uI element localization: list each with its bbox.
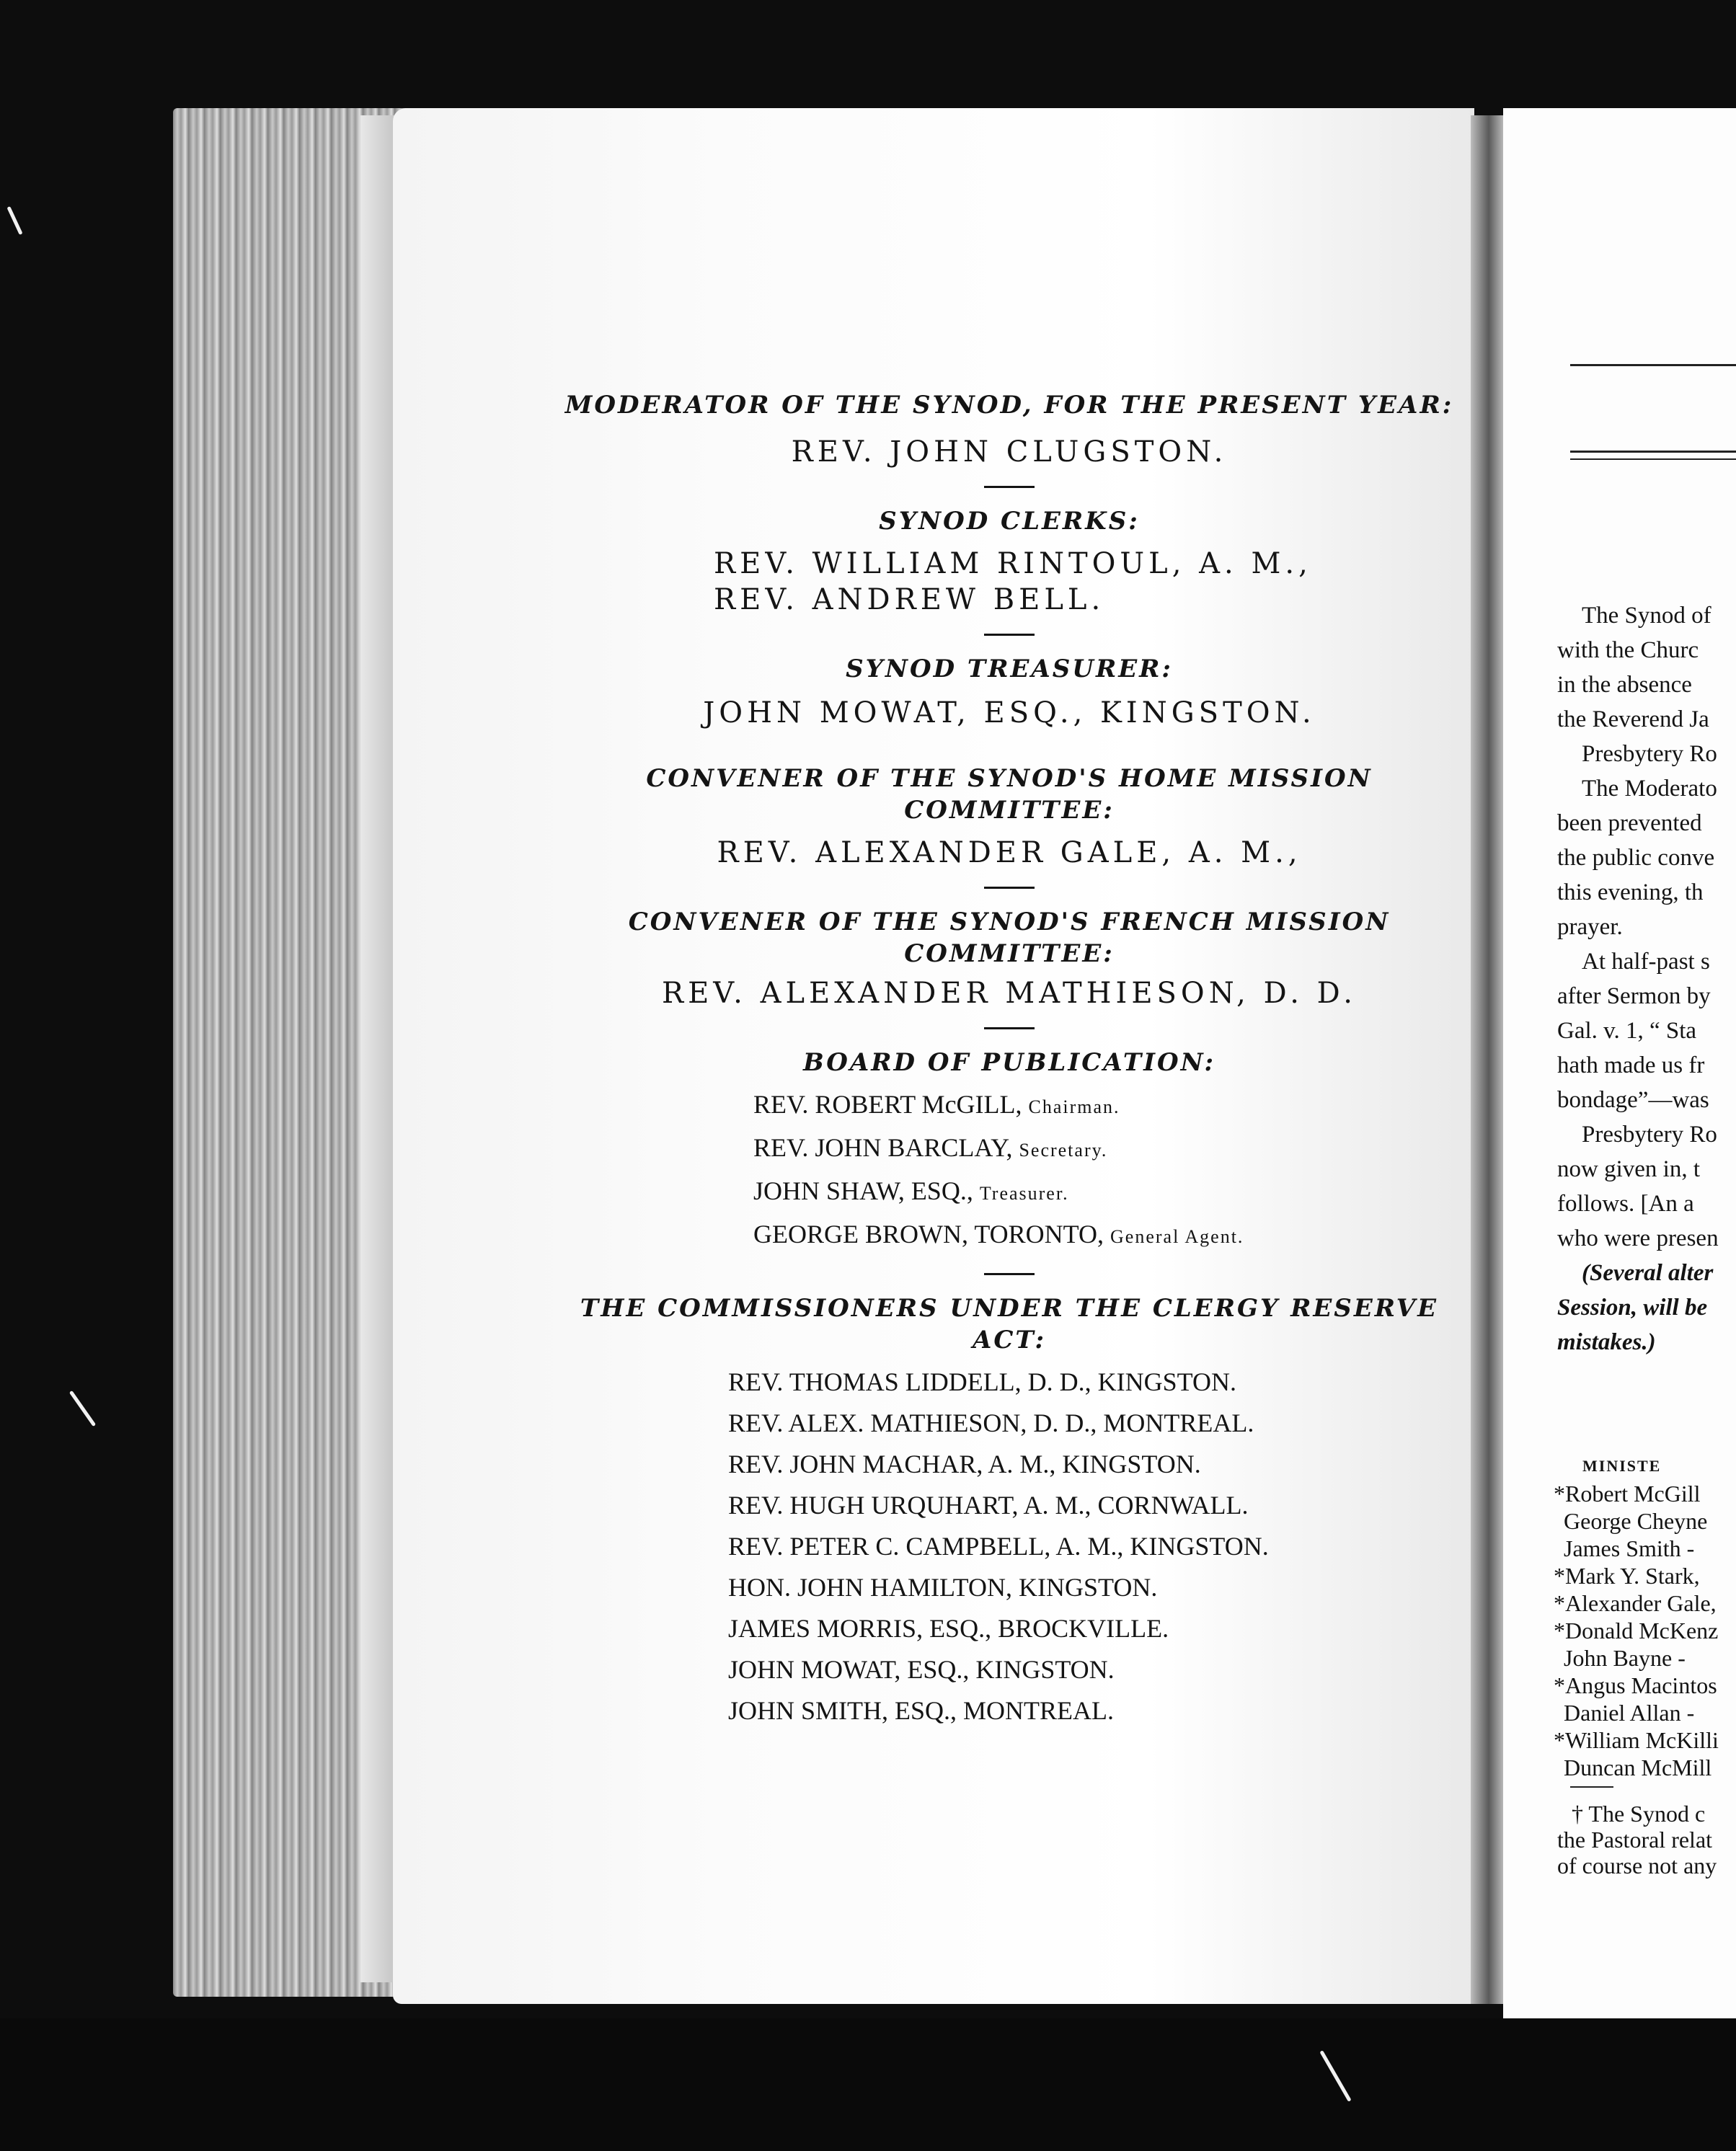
section-divider xyxy=(984,486,1035,488)
text-line: (Several alter xyxy=(1582,1260,1714,1286)
section-divider xyxy=(984,1273,1035,1275)
board-member: JOHN SHAW, ESQ., Treasurer. xyxy=(753,1176,1069,1205)
home-mission-convener: REV. ALEXANDER GALE, A. M., xyxy=(717,836,1302,869)
section-divider xyxy=(984,1027,1035,1029)
text-line: Gal. v. 1, “ Sta xyxy=(1557,1018,1697,1044)
board-role: General Agent. xyxy=(1110,1226,1244,1247)
publication-board xyxy=(753,1084,1456,1257)
text-line: prayer. xyxy=(1557,914,1623,940)
commissioner: JOHN SMITH, ESQ., MONTREAL. xyxy=(728,1696,1115,1725)
text-line: hath made us fr xyxy=(1557,1052,1705,1078)
commissioner: REV. ALEX. MATHIESON, D. D., MONTREAL. xyxy=(728,1409,1254,1437)
minister-row: *Donald McKenz xyxy=(1554,1618,1719,1644)
board-member: GEORGE BROWN, TORONTO, General Agent. xyxy=(753,1220,1244,1249)
commissioners-list xyxy=(728,1362,1456,1731)
title-rule xyxy=(1570,364,1736,366)
footnote-line: of course not any xyxy=(1557,1853,1717,1879)
text-line: At half-past s xyxy=(1582,949,1710,975)
board-role: Chairman. xyxy=(1028,1096,1120,1117)
commissioner: HON. JOHN HAMILTON, KINGSTON. xyxy=(728,1573,1158,1602)
commissioner: REV. THOMAS LIDDELL, D. D., KINGSTON. xyxy=(728,1367,1237,1396)
text-line: Presbytery Ro xyxy=(1582,1122,1717,1148)
minister-row: *Mark Y. Stark, xyxy=(1554,1563,1700,1589)
right-page-text xyxy=(1557,598,1736,1360)
section-divider xyxy=(984,887,1035,889)
clerk-name: REV. ANDREW BELL. xyxy=(714,583,1105,616)
treasurer-name: JOHN MOWAT, ESQ., KINGSTON. xyxy=(703,696,1316,729)
text-line: after Sermon by xyxy=(1557,983,1711,1009)
text-line: in the absence xyxy=(1557,672,1692,698)
minister-row: Daniel Allan - xyxy=(1564,1700,1695,1726)
text-line: the Reverend Ja xyxy=(1557,706,1709,732)
scratch-mark xyxy=(6,206,22,235)
book-gutter xyxy=(1471,115,1507,2004)
board-role: Treasurer. xyxy=(979,1183,1069,1204)
text-line: follows. [An a xyxy=(1557,1191,1694,1217)
text-line: The Synod of xyxy=(1582,603,1711,629)
board-role: Secretary. xyxy=(1019,1140,1108,1161)
text-line: this evening, th xyxy=(1557,879,1704,905)
commissioner: REV. HUGH URQUHART, A. M., CORNWALL. xyxy=(728,1491,1249,1520)
home-mission-heading: CONVENER OF THE SYNOD'S HOME MISSION COMMITTEE: xyxy=(646,764,1373,825)
minister-row: John Bayne - xyxy=(1564,1645,1686,1671)
text-line: mistakes.) xyxy=(1557,1329,1656,1355)
commissioner: REV. PETER C. CAMPBELL, A. M., KINGSTON. xyxy=(728,1532,1269,1561)
scratch-mark xyxy=(69,1391,96,1427)
commissioners-heading: THE COMMISSIONERS UNDER THE CLERGY RESERVE ACT: xyxy=(580,1294,1439,1354)
text-line: Session, will be xyxy=(1557,1295,1708,1321)
french-mission-convener: REV. ALEXANDER MATHIESON, D. D. xyxy=(661,977,1358,1010)
ministers-list xyxy=(1554,1453,1719,1781)
clerks-heading: SYNOD CLERKS: xyxy=(879,507,1140,536)
minister-row: James Smith - xyxy=(1564,1535,1695,1561)
minister-row: *Robert McGill xyxy=(1554,1481,1701,1507)
minister-row: *Alexander Gale, xyxy=(1554,1590,1717,1616)
clerks-names xyxy=(714,546,1456,618)
moderator-heading: MODERATOR OF THE SYNOD, FOR THE PRESENT YEAR: xyxy=(564,391,1454,420)
commissioner: REV. JOHN MACHAR, A. M., KINGSTON. xyxy=(728,1450,1201,1478)
board-member: REV. ROBERT McGILL, Chairman. xyxy=(753,1090,1120,1119)
footnote-line: † The Synod c xyxy=(1572,1801,1706,1827)
treasurer-heading: SYNOD TREASURER: xyxy=(846,655,1173,683)
minister-row: *William McKilli xyxy=(1554,1727,1719,1753)
moderator-name: REV. JOHN CLUGSTON. xyxy=(791,435,1228,469)
minister-row: George Cheyne xyxy=(1564,1508,1708,1534)
text-line: Presbytery Ro xyxy=(1582,741,1717,767)
text-line: who were presen xyxy=(1557,1225,1719,1251)
double-rule xyxy=(1570,458,1736,460)
board-member: REV. JOHN BARCLAY, Secretary. xyxy=(753,1133,1108,1162)
text-line: the public conve xyxy=(1557,845,1715,871)
text-line: been prevented xyxy=(1557,810,1702,836)
ministers-heading: MINISTE xyxy=(1582,1457,1662,1475)
minister-row: Duncan McMill xyxy=(1564,1755,1712,1780)
text-line: now given in, t xyxy=(1557,1156,1700,1182)
minister-row: *Angus Macintos xyxy=(1554,1672,1717,1698)
footnote-line: the Pastoral relat xyxy=(1557,1827,1713,1853)
footnote xyxy=(1557,1801,1717,1879)
footnote-rule xyxy=(1570,1786,1613,1788)
double-rule xyxy=(1570,451,1736,453)
text-line: The Moderato xyxy=(1582,776,1717,802)
section-divider xyxy=(984,634,1035,636)
clerk-name: REV. WILLIAM RINTOUL, A. M., xyxy=(714,547,1312,580)
publication-heading: BOARD OF PUBLICATION: xyxy=(802,1048,1216,1077)
officers-list xyxy=(562,389,1456,1731)
commissioner: JAMES MORRIS, ESQ., BROCKVILLE. xyxy=(728,1614,1169,1643)
text-line: bondage”—was xyxy=(1557,1087,1709,1113)
text-line: with the Churc xyxy=(1557,637,1699,663)
french-mission-heading: CONVENER OF THE SYNOD'S FRENCH MISSION COMMITTEE: xyxy=(628,908,1391,968)
commissioner: JOHN MOWAT, ESQ., KINGSTON. xyxy=(728,1655,1115,1684)
spacer xyxy=(562,731,1456,763)
scan-bottom-margin xyxy=(0,2018,1736,2151)
